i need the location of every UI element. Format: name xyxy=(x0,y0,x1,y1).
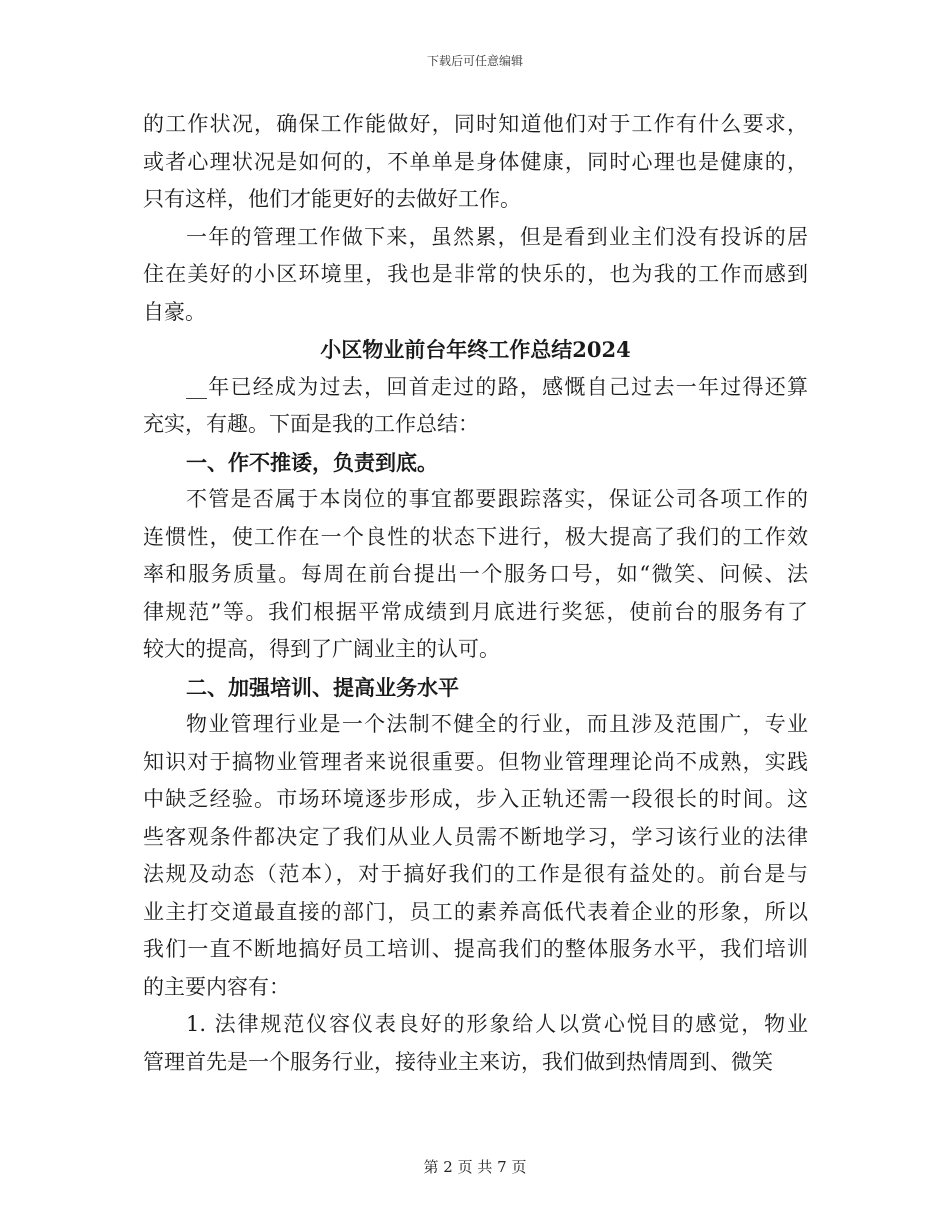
text-line: 物业管理行业是一个法制不健全的行业，而且涉及范围广，专业 xyxy=(186,712,808,736)
text-line: 法规及动态（范本），对于搞好我们的工作是很有益处的。前台是与 xyxy=(143,862,808,886)
section-heading xyxy=(143,669,808,707)
text-line: 较大的提高，得到了广阔业主的认可。 xyxy=(143,637,500,661)
text-line: 一年的管理工作做下来，虽然累，但是看到业主们没有投诉的居 xyxy=(186,224,808,249)
paragraph xyxy=(143,219,808,332)
text-line: 住在美好的小区环境里，我也是非常的快乐的，也为我的工作而感到 xyxy=(143,262,808,286)
text-line: 律规范”等。我们根据平常成绩到月底进行奖惩，使前台的服务有了 xyxy=(143,599,808,624)
text-line: 充实，有趣。下面是我的工作总结： xyxy=(143,412,479,436)
text-line: 知识对于搞物业管理者来说很重要。但物业管理理论尚不成熟，实践 xyxy=(143,749,808,774)
text-line: 1. 法律规范仪容仪表良好的形象给人以赏心悦目的感觉，物业 xyxy=(186,1012,808,1036)
section-heading xyxy=(143,444,808,482)
paragraph xyxy=(143,106,808,219)
text-line: 一、作不推诿，负责到底。 xyxy=(186,449,438,475)
page-footer: 第 2 页 共 7 页 xyxy=(423,1158,527,1176)
text-line: 业主打交道最直接的部门，员工的素养高低代表着企业的形象，所以 xyxy=(143,899,808,924)
text-line: 管理首先是一个服务行业，接待业主来访，我们做到热情周到、微笑 xyxy=(143,1049,773,1074)
text-line: 二、加强培训、提高业务水平 xyxy=(186,674,459,700)
text-line: 的主要内容有： xyxy=(143,974,290,999)
page-header: 下载后可任意编辑 xyxy=(426,54,523,68)
text-line: 连惯性，使工作在一个良性的状态下进行，极大提高了我们的工作效 xyxy=(143,524,808,549)
text-line: 中缺乏经验。市场环境逐步形成，步入正轨还需一段很长的时间。这 xyxy=(143,787,808,811)
document-body xyxy=(143,106,808,1081)
text-line: __年已经成为过去，回首走过的路，感慨自己过去一年过得还算 xyxy=(186,374,808,399)
text-line: 不管是否属于本岗位的事宜都要跟踪落实，保证公司各项工作的 xyxy=(186,487,808,511)
paragraph xyxy=(143,706,808,1006)
text-line: 或者心理状况是如何的，不单单是身体健康，同时心理也是健康的， xyxy=(143,149,808,174)
paragraph xyxy=(143,481,808,669)
text-line: 小区物业前台年终工作总结2024 xyxy=(320,337,631,362)
text-line: 些客观条件都决定了我们从业人员需不断地学习，学习该行业的法律 xyxy=(143,824,808,849)
text-line: 率和服务质量。每周在前台提出一个服务口号，如“微笑、问候、法 xyxy=(143,562,808,586)
paragraph xyxy=(143,369,808,444)
text-line: 我们一直不断地搞好员工培训、提高我们的整体服务水平，我们培训 xyxy=(143,937,808,961)
paragraph xyxy=(143,1006,808,1081)
text-line: 自豪。 xyxy=(143,299,206,324)
text-line: 的工作状况，确保工作能做好，同时知道他们对于工作有什么要求， xyxy=(143,112,808,136)
text-line: 只有这样，他们才能更好的去做好工作。 xyxy=(143,187,521,211)
section-title xyxy=(143,331,808,369)
